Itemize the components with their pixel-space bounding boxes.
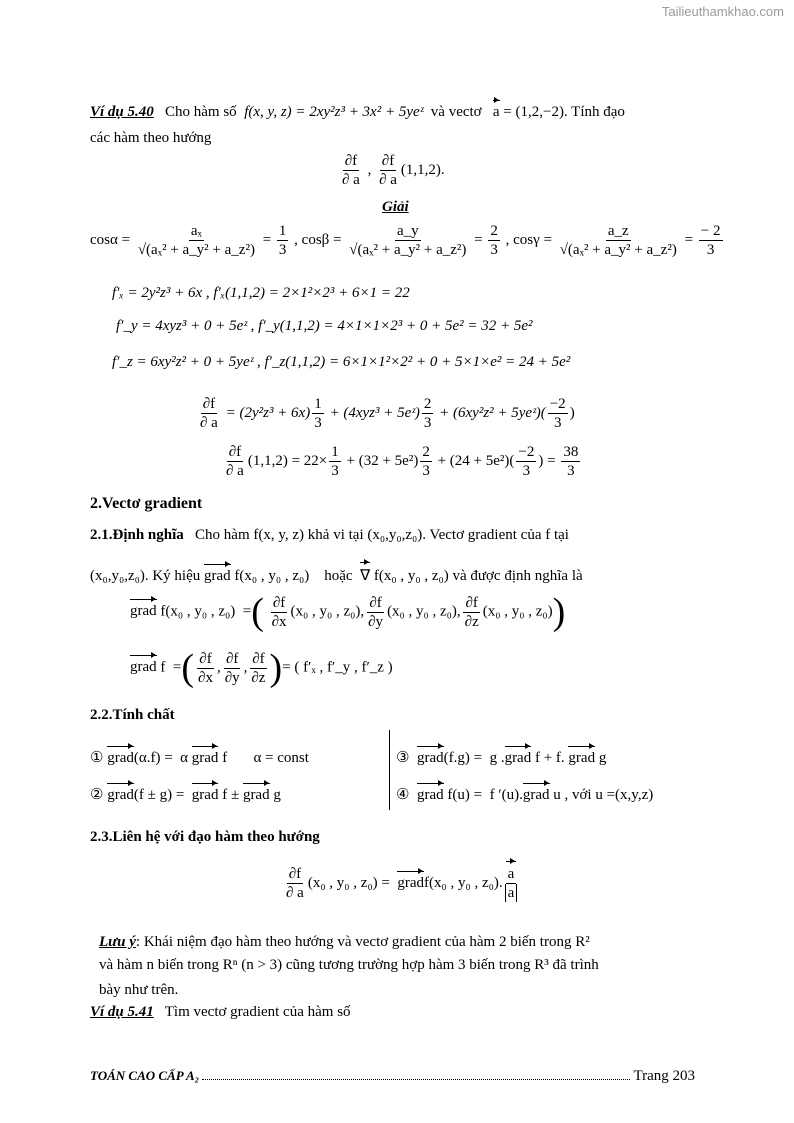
text: f ± (222, 787, 240, 803)
note-label: Lưu ý (99, 934, 136, 950)
numerator: a_z (607, 223, 629, 239)
text: (α.f) = (133, 750, 173, 766)
example-label: Ví dụ 5.41 (90, 1004, 154, 1020)
denominator: ∂y (224, 669, 240, 686)
denominator: 3 (314, 415, 322, 431)
denominator: ∂ a (226, 463, 244, 479)
function-formula: f(x, y, z) = 2xy²z³ + 3x² + 5yeᶻ (244, 104, 424, 120)
numerator: ∂f (465, 594, 478, 611)
denominator: 3 (423, 415, 432, 431)
grad-symbol: grad (416, 787, 444, 803)
text: f + f. (534, 750, 565, 766)
denominator: 3 (331, 463, 339, 479)
text: và vectơ (430, 104, 482, 120)
numerator: 2 (490, 223, 498, 239)
text: f (222, 750, 228, 766)
numerator: − 2 (700, 223, 721, 239)
definition-line-2 (90, 566, 583, 585)
text: Cho hàm f(x, y, z) khả vi tại (x₀,y₀,z₀). Vectơ gradient của f tại (195, 527, 569, 543)
subheading: 2.3.Liên hệ với đạo hàm theo hướng (90, 829, 320, 845)
denominator: √(aₓ² + a_y² + a_z²) (559, 242, 677, 258)
number: ① (90, 750, 104, 766)
denominator: ∂x (198, 669, 213, 686)
denominator: 3 (522, 463, 531, 479)
property-1 (90, 748, 309, 767)
numerator: 2 (423, 396, 432, 412)
partial-y: f′_y = 4xyz³ + 0 + 5eᶻ , f′_y(1,1,2) = 4×1×1×2³ + 0 + 5e² = 32 + 5e² (116, 318, 533, 334)
grad-symbol: grad (107, 787, 134, 803)
text: = (242, 603, 252, 620)
text: = (2y²z³ + 6x) (225, 404, 311, 421)
text: (x₀ , y₀ , z₀) = (307, 874, 390, 891)
text: f(u) = (447, 787, 483, 803)
denominator: ∂y (368, 613, 384, 630)
text: f ′(u). (489, 787, 523, 803)
grad-symbol: grad (397, 874, 425, 891)
text: g . (489, 750, 505, 766)
numerator: aₓ (190, 223, 202, 239)
number: ③ (396, 750, 410, 766)
text: (f ± g) = (133, 787, 185, 803)
gradient-definition: grad f(x₀ , y₀ , z₀) =( $\frac{\partial f}{\partial x}$ (x₀ , y₀ , z₀), $\frac{\partial f}{\partial y}$ (x₀ , y₀ , z₀), $\frac{\partial f}{\partial z}$ (x₀ , y₀ , z₀)) (130, 591, 566, 633)
text: (1,1,2). (400, 161, 445, 178)
note-line-3: bày như trên. (99, 982, 179, 998)
numerator: a_y (396, 223, 419, 239)
text: (1,1,2) = 22× (247, 452, 328, 469)
property-3 (396, 748, 606, 767)
directional-derivative-request (338, 152, 445, 189)
numerator: ∂f (225, 650, 239, 667)
text: Cho hàm số (165, 104, 237, 120)
property-2 (90, 785, 281, 804)
text: : Khái niệm đạo hàm theo hướng và vectơ gradient của hàm 2 biến trong R² (135, 934, 590, 950)
numerator: ∂f (199, 650, 212, 667)
numerator: ∂f (202, 396, 216, 412)
text: ) (569, 404, 575, 421)
subheading: 2.1.Định nghĩa (90, 527, 184, 543)
grad-symbol: grad (416, 750, 444, 766)
denominator: 3 (490, 242, 498, 258)
text: f(x₀ , y₀ , z₀). (424, 874, 503, 891)
footer-title: TOÁN CAO CẤP A₂ (90, 1068, 200, 1083)
text: , cosγ = (505, 231, 552, 248)
text: f(x₀ , y₀ , z₀) và được định nghĩa là (373, 568, 583, 584)
denominator: ∂ a (379, 172, 397, 188)
property-4 (396, 785, 653, 804)
example-label: Ví dụ 5.40 (90, 104, 154, 120)
numerator: ∂f (288, 866, 302, 882)
note-line-2: và hàm n biến trong Rⁿ (n > 3) cũng tương trường hợp hàm 3 biến trong R³ đã trình (99, 957, 599, 973)
denominator: 3 (567, 463, 575, 479)
text: (f.g) = (443, 750, 483, 766)
denominator: a (505, 884, 518, 902)
text: α (180, 750, 189, 766)
text: (x₀,y₀,z₀). Ký hiệu (90, 568, 201, 584)
numerator: ∂f (369, 594, 382, 611)
denominator: ∂ a (286, 885, 304, 901)
text: (x₀ , y₀ , z₀), (387, 603, 461, 620)
relation-formula (282, 865, 519, 902)
example-5-41 (90, 1004, 351, 1021)
grad-symbol: grad (130, 603, 157, 620)
section-heading: 2.Vectơ gradient (90, 495, 203, 512)
text: α = const (253, 750, 309, 766)
numerator: ∂f (228, 444, 242, 460)
numerator: 1 (331, 444, 339, 460)
solution-title: Giải (382, 199, 409, 215)
numerator: ∂f (272, 594, 286, 611)
grad-symbol: grad (107, 750, 134, 766)
subheading: 2.2.Tính chất (90, 707, 175, 723)
dotted-leader (202, 1079, 630, 1080)
denominator: ∂ a (342, 172, 360, 188)
grad-symbol: grad (191, 750, 219, 766)
text: u , với u =(x,y,z) (553, 787, 654, 803)
partial-x: f′ₓ = 2y²z³ + 6x , f′ₓ(1,1,2) = 2×1²×2³ + 6×1 = 22 (112, 285, 410, 301)
note-line-1 (99, 934, 590, 951)
page-number: Trang 203 (633, 1068, 695, 1084)
denominator: 3 (278, 242, 287, 258)
text: hoặc (324, 568, 353, 584)
denominator: 3 (553, 415, 562, 431)
grad-symbol: grad (204, 568, 231, 584)
watermark: Tailieuthamkhao.com (661, 4, 784, 19)
text: , cosβ = (294, 231, 342, 248)
example-5-40 (90, 104, 625, 121)
denominator: ∂z (251, 669, 266, 686)
text: f(x₀ , y₀ , z₀) (160, 603, 236, 620)
text: f(x₀ , y₀ , z₀) (234, 568, 310, 584)
numerator: 2 (422, 444, 430, 460)
number: ② (90, 787, 104, 803)
grad-symbol: grad (191, 787, 219, 803)
number: ④ (396, 787, 410, 803)
divider (389, 730, 390, 810)
grad-symbol: grad (242, 787, 270, 803)
text: + (4xyz³ + 5eᶻ) (329, 404, 420, 421)
numerator: 1 (314, 396, 322, 412)
page-footer (90, 1068, 695, 1085)
denominator: ∂z (464, 613, 479, 630)
text: (x₀ , y₀ , z₀) (482, 603, 553, 620)
text: = (474, 231, 483, 248)
text: cosα = (90, 231, 131, 248)
grad-symbol: grad (568, 750, 596, 766)
grad-symbol: grad (130, 659, 157, 676)
numerator: ∂f (344, 153, 358, 169)
partial-z: f′_z = 6xy²z² + 0 + 5yeᶻ , f′_z(1,1,2) = 6×1×1²×2² + 0 + 5×1×e² = 24 + 5e² (112, 354, 571, 370)
numerator: ∂f (252, 650, 265, 667)
text: g (273, 787, 281, 803)
text: (x₀ , y₀ , z₀), (290, 603, 365, 620)
grad-symbol: grad (504, 750, 532, 766)
text: + (32 + 5e²) (346, 452, 419, 469)
denominator: 3 (706, 242, 715, 258)
direction-cosines (90, 222, 725, 259)
text: , (367, 161, 372, 178)
text: + (6xy²z² + 5yeᶻ)( (439, 404, 546, 421)
text: ) = (538, 452, 556, 469)
directional-derivative-formula (196, 395, 575, 432)
definition-line (90, 527, 569, 544)
grad-symbol: grad (522, 787, 550, 803)
text: + (24 + 5e²)( (437, 452, 515, 469)
numerator: ∂f (381, 153, 395, 169)
vector-a: a (492, 104, 500, 120)
text: f (160, 659, 166, 676)
directional-derivative-value (222, 443, 582, 480)
text: g (598, 750, 607, 766)
denominator: √(aₓ² + a_y² + a_z²) (137, 242, 255, 258)
numerator: −2 (518, 444, 535, 460)
text: = (172, 659, 182, 676)
numerator: 38 (563, 444, 579, 460)
numerator: −2 (549, 396, 566, 412)
text: = (684, 231, 694, 248)
nabla-symbol: ∇ (360, 568, 371, 584)
text: = (1,2,−2). Tính đạo (503, 104, 625, 120)
denominator: 3 (422, 463, 430, 479)
text: = (262, 231, 272, 248)
text-line: các hàm theo hướng (90, 130, 212, 146)
denominator: ∂x (271, 613, 287, 630)
text: Tìm vectơ gradient của hàm số (164, 1004, 351, 1020)
text: = ( f′ₓ , f′_y , f′_z ) (282, 659, 393, 676)
denominator: ∂ a (200, 415, 218, 431)
numerator: 1 (278, 223, 287, 239)
gradient-formula: grad f =( $\frac{\partial f}{\partial x}$ , $\frac{\partial f}{\partial y}$ , $\frac{\partial f}{\partial z}$ )= ( f′ₓ , f′_y , f′_z ) (130, 647, 393, 689)
numerator: a (507, 866, 515, 882)
denominator: √(aₓ² + a_y² + a_z²) (349, 242, 467, 258)
